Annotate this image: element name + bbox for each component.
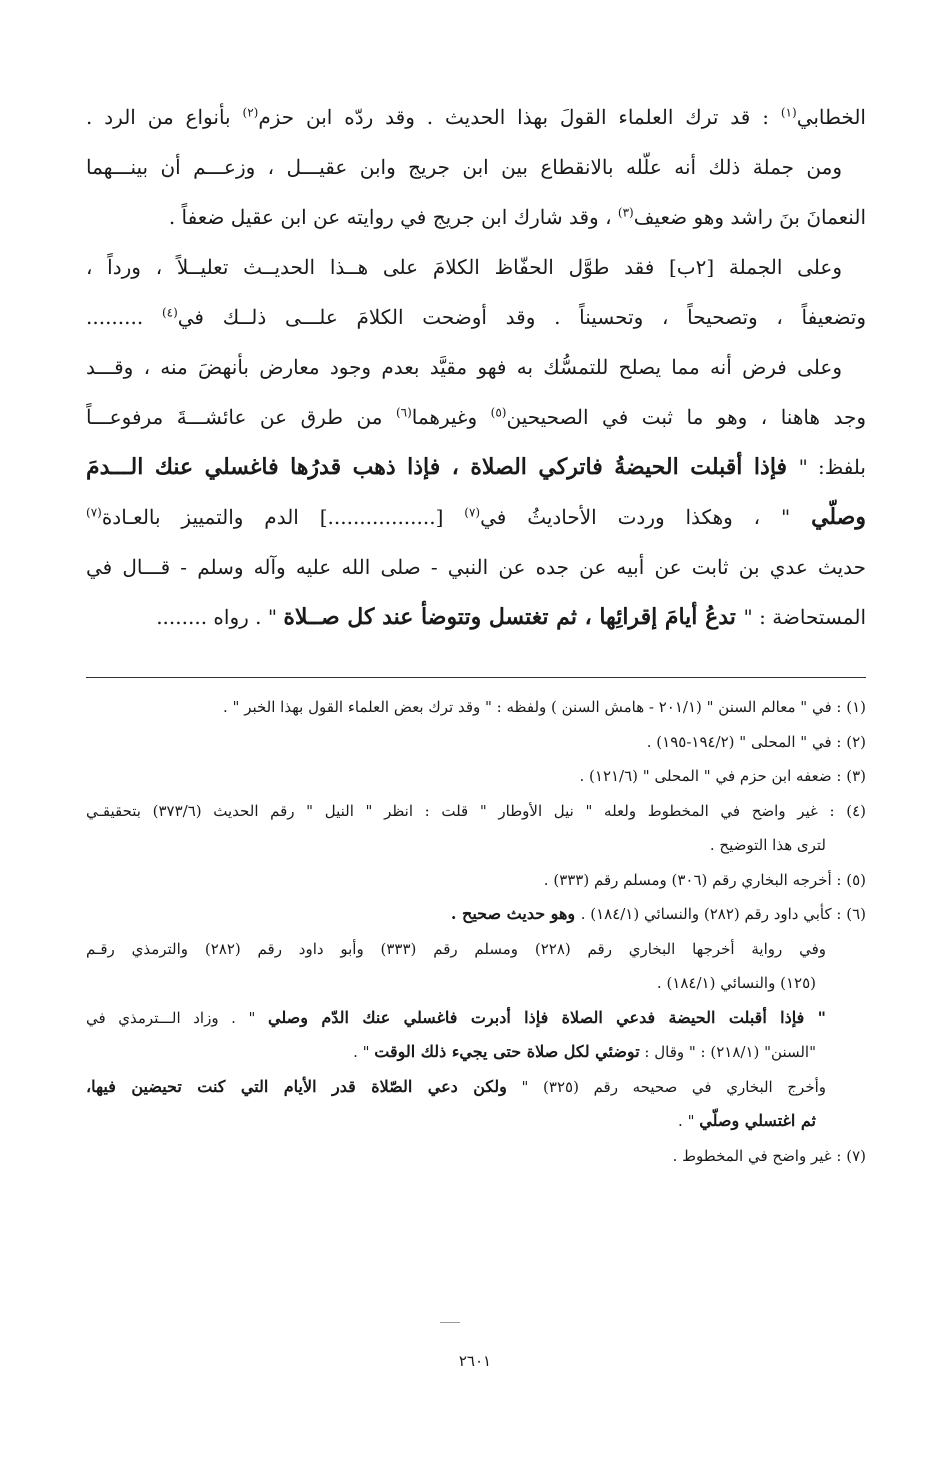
- text-run: وتضعيفاً ، وتصحيحاً ، وتحسيناً . وقد أوضحت الكلامَ علـــى ذلــك في: [177, 305, 866, 329]
- footnote-text: (٢) : في " المحلى " (١٩٤/٢-١٩٥) .: [646, 732, 866, 751]
- text-run: وعلى فرض أنه مما يصلح للتمسُّك به فهو مقيَّد بعدم وجود معارض بأنهضَ منه ، وقـــد: [86, 355, 843, 379]
- footnote-text: " . وزاد الـــترمذي في: [86, 1008, 269, 1027]
- footnote-6-cont: [86, 1070, 866, 1105]
- footnote-2: [86, 725, 866, 760]
- footnote-ref[interactable]: (٤): [161, 305, 178, 320]
- text-run: : قد ترك العلماء القولَ بهذا الحديث . وقد ردّه ابن حزم: [258, 105, 781, 129]
- footnote-text: (٧) : غير واضح في المخطوط .: [672, 1146, 866, 1165]
- footnote-6-cont: [86, 1104, 866, 1139]
- text-run: بأنواع من الرد .: [86, 105, 243, 129]
- text-line: [86, 142, 866, 192]
- text-line: [86, 292, 866, 342]
- hadith-quote: فإذا أقبلت الحيضةُ فاتركي الصلاة ، فإذا ذهب قدرُها فاغسلي عنك الـــدمَ: [86, 454, 799, 480]
- footnote-text: " .: [353, 1043, 375, 1061]
- hadith-quote: وصلّي: [811, 504, 866, 530]
- text-run: " . رواه ........: [156, 605, 284, 629]
- text-run: النعمانَ بنَ راشد وهو ضعيف: [633, 205, 866, 229]
- text-line: [86, 192, 866, 242]
- text-run: من طرق عن عائشـــةَ مرفوعـــاً: [86, 405, 396, 429]
- footnote-text: لترى هذا التوضيح .: [709, 836, 826, 854]
- text-line: [86, 442, 866, 492]
- text-line: [86, 92, 866, 142]
- footnote-text: (٤) : غير واضح في المخطوط ولعله " نيل الأوطار " قلت : انظر " النيل " رقم الحديث (٣٧٣/٦) بتحقيقـي: [86, 801, 866, 820]
- footnote-ref[interactable]: (٥): [490, 405, 507, 420]
- footnote-bold: توضئي لكل صلاة حتى يجيء ذلك الوقت: [374, 1042, 640, 1061]
- footnote-4: [86, 794, 866, 829]
- footnote-1: [86, 690, 866, 725]
- text-run: وجد هاهنا ، وهو ما ثبت في الصحيحين: [506, 405, 866, 429]
- text-run: ، وقد شارك ابن جريج في روايته عن ابن عقيل ضعفاً .: [168, 205, 618, 229]
- footnote-bold: ولكن دعي الصّلاة قدر الأيام التي كنت تحيضين فيها،: [86, 1076, 507, 1096]
- text-line: [86, 492, 866, 542]
- footnote-5: [86, 863, 866, 898]
- footnote-ref[interactable]: (٧): [464, 505, 481, 520]
- footnote-6-cont: [86, 932, 866, 967]
- footnote-bold: وهو حديث صحيح .: [450, 904, 581, 923]
- footnote-ref[interactable]: (١): [780, 105, 797, 120]
- text-run: المستحاضة : ": [743, 605, 866, 629]
- text-run: .........: [86, 305, 162, 329]
- text-run: بلفظ: ": [798, 455, 866, 479]
- footnote-6-cont: [86, 1001, 866, 1036]
- text-run: وغيرهما: [411, 405, 491, 429]
- footnote-text: (٣) : ضعفه ابن حزم في " المحلى " (١٢١/٦) .: [579, 767, 866, 785]
- footnote-text: وأخرج البخاري في صحيحه رقم (٣٢٥) ": [506, 1077, 826, 1096]
- hadith-quote: تدعُ أيامَ إقرائِها ، ثم تغتسل وتتوضأ عند كل صــلاة: [283, 604, 744, 630]
- footnote-text: (١) : في " معالم السنن " (٢٠١/١ - هامش السنن ) ولفظه : " وقد ترك بعض العلماء القول بهذا الخبر " .: [222, 698, 866, 716]
- footnote-ref[interactable]: (٦): [395, 405, 412, 420]
- text-run: [.................] الدم والتمييز بالعـادة: [101, 505, 465, 529]
- footnote-text: (٥) : أخرجه البخاري رقم (٣٠٦) ومسلم رقم (٣٣٣) .: [543, 870, 866, 889]
- main-text: [86, 92, 866, 642]
- footnote-4-cont: [86, 828, 866, 863]
- footnote-text: (١٢٥) والنسائي (١٨٤/١) .: [656, 974, 816, 992]
- footnote-6: [86, 897, 866, 932]
- footnote-text: وفي رواية أخرجها البخاري رقم (٢٢٨) ومسلم رقم (٣٣٣) وأبو داود رقم (٢٨٢) والترمذي رقـم: [86, 939, 826, 958]
- text-line: [86, 242, 866, 292]
- text-line: [86, 392, 866, 442]
- text-run: وعلى الجملة [٢ب] فقد طوَّل الحفّاظ الكلامَ على هــذا الحديــث تعليــلاً ، ورداً ،: [86, 255, 842, 279]
- footnote-divider: [86, 677, 866, 678]
- text-run: ومن جملة ذلك أنه علّله بالانقطاع بين ابن جريج وابن عقيـــل ، وزعـــم أن بينـــهما: [86, 155, 842, 179]
- footnote-bold: " فإذا أقبلت الحيضة فدعي الصلاة فإذا أدبرت فاغسلي عنك الدّم وصلي: [268, 1007, 826, 1027]
- footnote-text: (٦) : كأبي داود رقم (٢٨٢) والنسائي (١٨٤/١) .: [580, 905, 866, 923]
- footnote-ref[interactable]: (٣): [617, 205, 634, 220]
- footnote-6-cont: [86, 966, 866, 1001]
- text-run: " ، وهكذا وردت الأحاديثُ في: [480, 505, 812, 529]
- footnote-6-cont: [86, 1035, 866, 1070]
- footnote-7: [86, 1139, 866, 1174]
- footnote-text: " .: [678, 1112, 700, 1130]
- page-number: ٢٦٠١: [458, 1352, 492, 1370]
- separator-mark: [440, 1322, 460, 1323]
- text-run: الخطابي: [796, 105, 866, 129]
- footnote-ref[interactable]: (٢): [242, 105, 259, 120]
- footnote-ref[interactable]: (٧): [86, 505, 102, 520]
- footnote-bold: ثم اغتسلي وصلّي: [699, 1111, 816, 1130]
- footnotes: [86, 690, 866, 1173]
- text-run: حديث عدي بن ثابت عن أبيه عن جده عن النبي - صلى الله عليه وآله وسلم - قـــال في: [86, 555, 866, 579]
- footnote-3: [86, 759, 866, 794]
- text-line: [86, 592, 866, 642]
- text-line: [86, 342, 866, 392]
- footnote-text: "السنن" (٢١٨/١) : " وقال :: [639, 1043, 816, 1061]
- text-line: [86, 542, 866, 592]
